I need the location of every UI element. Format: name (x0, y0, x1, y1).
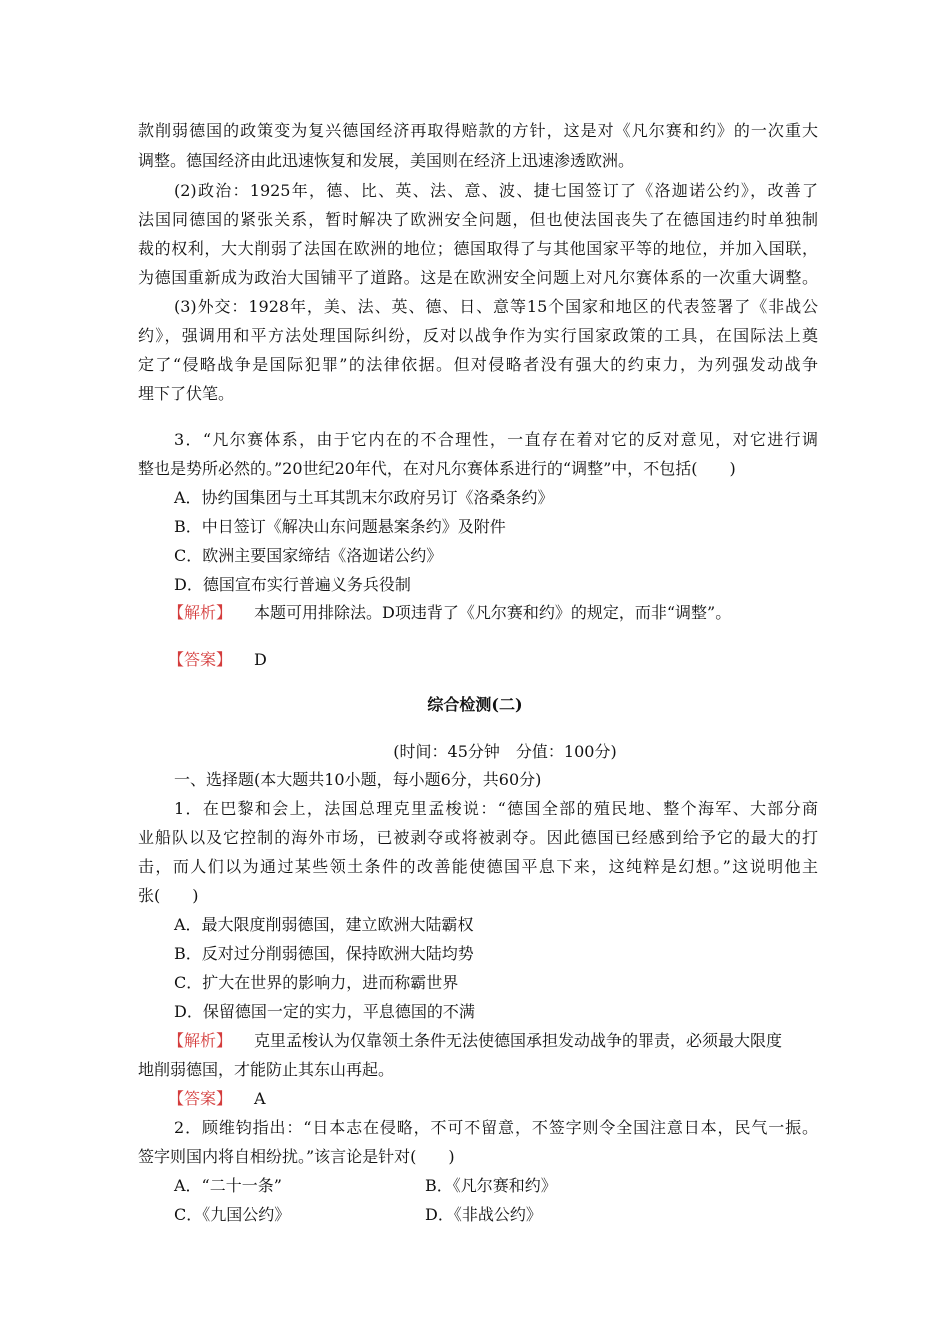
option-d: D．保留德国一定的实力，平息德国的不满 (174, 1002, 475, 1021)
option-c: C．《九国公约》 (174, 1205, 291, 1224)
question-stem: 张( ) (138, 886, 199, 905)
paragraph-line: 埋下了伏笔。 (138, 384, 235, 403)
option-c: C．欧洲主要国家缔结《洛迦诺公约》 (174, 546, 443, 565)
option-a: A．最大限度削弱德国，建立欧洲大陆霸权 (174, 915, 474, 934)
analysis-line (168, 1033, 818, 1049)
analysis-line (168, 605, 848, 621)
analysis-text: 克里孟梭认为仅靠领土条件无法使德国承担发动战争的罪责，必须最大限度 (254, 1031, 783, 1050)
analysis-text: 本题可用排除法。D项违背了《凡尔赛和约》的规定，而非“调整”。 (254, 603, 732, 622)
question-stem: 1．在巴黎和会上，法国总理克里孟梭说：“德国全部的殖民地、整个海军、大部分商 (174, 799, 818, 818)
answer-text: D (254, 650, 267, 669)
option-b: B．反对过分削弱德国，保持欧洲大陆均势 (174, 944, 474, 963)
paragraph-line: 约》，强调用和平方法处理国际纠纷，反对以战争作为实行国家政策的工具，在国际法上奠 (138, 326, 818, 345)
test-title: 综合检测(二) (427, 695, 523, 714)
question-stem: 业船队以及它控制的海外市场，已被剥夺或将被剥夺。因此德国已经感到给予它的最大的打 (138, 828, 818, 847)
paragraph-line: 裁的权利，大大削弱了法国在欧洲的地位；德国取得了与其他国家平等的地位，并加入国联， (138, 239, 818, 258)
answer-text: A (254, 1089, 266, 1108)
question-stem: 击，而人们以为通过某些领土条件的改善能使德国平息下来，这纯粹是幻想。”这说明他主 (138, 857, 818, 876)
paragraph-line: (2)政治：1925年，德、比、英、法、意、波、捷七国签订了《洛迦诺公约》，改善了 (174, 181, 818, 200)
paragraph-line: (3)外交：1928年，美、法、英、德、日、意等15个国家和地区的代表签署了《非战公 (174, 297, 818, 316)
analysis-tag: 【解析】 (168, 1031, 233, 1050)
option-d: D．德国宣布实行普遍义务兵役制 (174, 575, 411, 594)
paragraph-line: 为德国重新成为政治大国铺平了道路。这是在欧洲安全问题上对凡尔赛体系的一次重大调整。 (138, 268, 818, 287)
answer-tag: 【答案】 (168, 1089, 233, 1108)
question-stem: 3．“凡尔赛体系，由于它内在的不合理性，一直存在着对它的反对意见，对它进行调 (174, 430, 818, 449)
option-c: C．扩大在世界的影响力，进而称霸世界 (174, 973, 459, 992)
option-a: A．“二十一条” (174, 1176, 282, 1195)
option-b: B．中日签订《解决山东问题悬案条约》及附件 (174, 517, 506, 536)
answer-tag: 【答案】 (168, 650, 233, 669)
question-stem: 签字则国内将自相纷扰。”该言论是针对( ) (138, 1147, 455, 1166)
analysis-tag: 【解析】 (168, 603, 233, 622)
question-stem: 2．顾维钧指出：“日本志在侵略，不可不留意，不签字则令全国注意日本，民气一振。 (174, 1118, 818, 1137)
section-heading: 一、选择题(本大题共10小题，每小题6分，共60分) (174, 770, 542, 789)
analysis-line: 地削弱德国，才能防止其东山再起。 (138, 1060, 395, 1079)
answer-line (168, 1091, 848, 1107)
test-meta: (时间：45分钟 分值：100分) (393, 742, 617, 761)
option-a: A．协约国集团与土耳其凯末尔政府另订《洛桑条约》 (174, 488, 554, 507)
answer-line (168, 652, 848, 668)
paragraph-line: 法国同德国的紧张关系，暂时解决了欧洲安全问题，但也使法国丧失了在德国违约时单独制 (138, 210, 818, 229)
paragraph-line: 调整。德国经济由此迅速恢复和发展，美国则在经济上迅速渗透欧洲。 (138, 151, 635, 170)
paragraph-line: 定了“侵略战争是国际犯罪”的法律依据。但对侵略者没有强大的约束力，为列强发动战争 (138, 355, 818, 374)
option-b: B．《凡尔赛和约》 (425, 1176, 557, 1195)
question-stem: 整也是势所必然的。”20世纪20年代，在对凡尔赛体系进行的“调整”中，不包括( ) (138, 459, 736, 478)
paragraph-line: 款削弱德国的政策变为复兴德国经济再取得赔款的方针，这是对《凡尔赛和约》的一次重大 (138, 121, 818, 140)
option-d: D．《非战公约》 (425, 1205, 542, 1224)
